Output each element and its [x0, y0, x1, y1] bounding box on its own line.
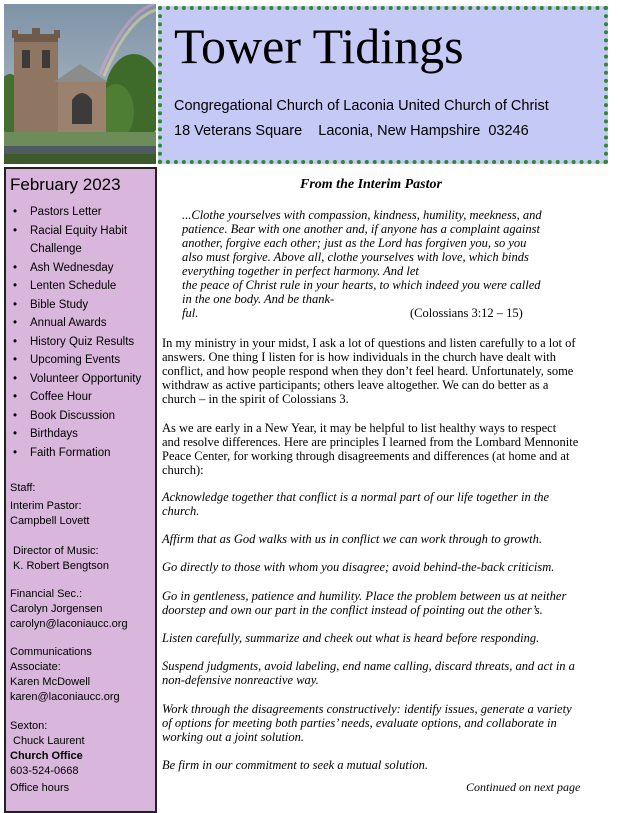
paragraph-line: church):	[162, 463, 204, 477]
church-office-phone: 603-524-0668	[10, 765, 79, 777]
toc-item: • Bible Study	[6, 296, 155, 315]
church-name: Congregational Church of Laconia United Church of Christ	[174, 98, 549, 114]
article-heading: From the Interim Pastor	[300, 177, 442, 192]
principle-line: Acknowledge together that conflict is a normal part of our life together in the	[162, 490, 550, 504]
toc-item: • Upcoming Events	[6, 351, 155, 370]
financial-sec-name: Carolyn Jorgensen	[10, 603, 103, 615]
paragraph-line: Peace Center, for working through disagreements and differences (at home and at	[162, 449, 570, 463]
issue-date: February 2023	[10, 175, 121, 194]
principle-line: church.	[162, 504, 200, 518]
communications-label-2: Associate:	[10, 661, 61, 673]
principle-line: Suspend judgments, avoid labeling, end name calling, discard threats, and act in a	[162, 659, 575, 673]
table-of-contents	[6, 203, 155, 462]
sexton-label: Sexton:	[10, 720, 48, 732]
sidebar	[4, 167, 157, 813]
principle-line: Work through the disagreements constructively: identify issues, generate a variety	[162, 702, 572, 716]
paragraph-line: conflict, and how people respond when they don’t feel heard. Unfortunately, some	[162, 364, 574, 378]
quote-citation: (Colossians 3:12 – 15)	[410, 306, 523, 320]
office-hours-label: Office hours	[10, 782, 70, 794]
staff-label: Staff:	[10, 482, 36, 494]
paragraph-line: answers. One thing I listen for is how individuals in the church have dealt with	[162, 350, 557, 364]
financial-sec-email[interactable]: carolyn@laconiaucc.org	[10, 618, 128, 630]
quote-line: the peace of Christ rule in your hearts, to which indeed you were called	[182, 278, 541, 292]
toc-item: • Pastors Letter	[6, 203, 155, 222]
toc-item: • Racial Equity Habit Challenge	[6, 222, 155, 259]
newsletter-title: Tower Tidings	[174, 18, 464, 74]
principle-line: Affirm that as God walks with us in conflict we can work through to growth.	[162, 532, 542, 546]
principle-line: working out a joint solution.	[162, 730, 305, 744]
paragraph-line: In my ministry in your midst, I ask a lot of questions and listen carefully to a lot of	[162, 336, 576, 350]
toc-item: • Faith Formation	[6, 444, 155, 463]
principle-line: Be firm in our commitment to seek a mutual solution.	[162, 758, 428, 772]
quote-line: also must forgive. Above all, clothe yourselves with love, which binds	[182, 250, 529, 264]
toc-item: • Book Discussion	[6, 407, 155, 426]
paragraph-line: church – in the spirit of Colossians 3.	[162, 392, 349, 406]
quote-line: everything together in perfect harmony. And let	[182, 264, 419, 278]
toc-item: • Birthdays	[6, 425, 155, 444]
toc-item: • History Quiz Results	[6, 333, 155, 352]
interim-pastor-name: Campbell Lovett	[10, 515, 90, 527]
paragraph-line: withdraw as active participants; others leave altogether. We can do better as a	[162, 378, 549, 392]
paragraph-line: and resolve differences. Here are principles I learned from the Lombard Mennonite	[162, 435, 579, 449]
newsletter-header	[158, 6, 608, 164]
toc-item: • Coffee Hour	[6, 388, 155, 407]
church-address: 18 Veterans Square Laconia, New Hampshire 03246	[174, 123, 529, 139]
toc-item: • Annual Awards	[6, 314, 155, 333]
financial-sec-label: Financial Sec.:	[10, 588, 83, 600]
quote-line: another, forgive each other; just as the Lord has forgiven you, so you	[182, 236, 527, 250]
communications-email[interactable]: karen@laconiaucc.org	[10, 691, 120, 703]
church-office-label: Church Office	[10, 750, 83, 762]
continued-note: Continued on next page	[466, 780, 581, 794]
principle-line: Go directly to those with whom you disagree; avoid behind-the-back criticism.	[162, 560, 555, 574]
paragraph-line: As we are early in a New Year, it may be helpful to list healthy ways to respect	[162, 421, 557, 435]
music-director-name: K. Robert Bengtson	[13, 560, 110, 572]
communications-name: Karen McDowell	[10, 676, 91, 688]
communications-label: Communications	[10, 646, 92, 658]
quote-line: ...Clothe yourselves with compassion, kindness, humility, meekness, and	[182, 208, 542, 222]
music-director-label: Director of Music:	[13, 545, 99, 557]
principle-line: Listen carefully, summarize and cheek out what is heard before responding.	[162, 631, 540, 645]
sexton-name: Chuck Laurent	[13, 735, 85, 747]
quote-line: in the one body. And be thank-	[182, 292, 335, 306]
toc-item: • Lenten Schedule	[6, 277, 155, 296]
quote-line: ful.	[182, 306, 199, 320]
toc-item: • Ash Wednesday	[6, 259, 155, 278]
interim-pastor-label: Interim Pastor:	[10, 500, 82, 512]
quote-line: patience. Bear with one another and, if anyone has a complaint against	[182, 222, 540, 236]
principle-line: doorstep and own our part in the conflict instead of pointing out the other’s.	[162, 603, 543, 617]
church-tower-photo	[4, 4, 156, 164]
principle-line: Go in gentleness, patience and humility. Place the problem between us at neither	[162, 589, 567, 603]
toc-item: • Volunteer Opportunity	[6, 370, 155, 389]
principle-line: non-defensive nonreactive way.	[162, 673, 319, 687]
principle-line: of options for meeting both parties’ needs, evaluate options, and collaborate in	[162, 716, 557, 730]
